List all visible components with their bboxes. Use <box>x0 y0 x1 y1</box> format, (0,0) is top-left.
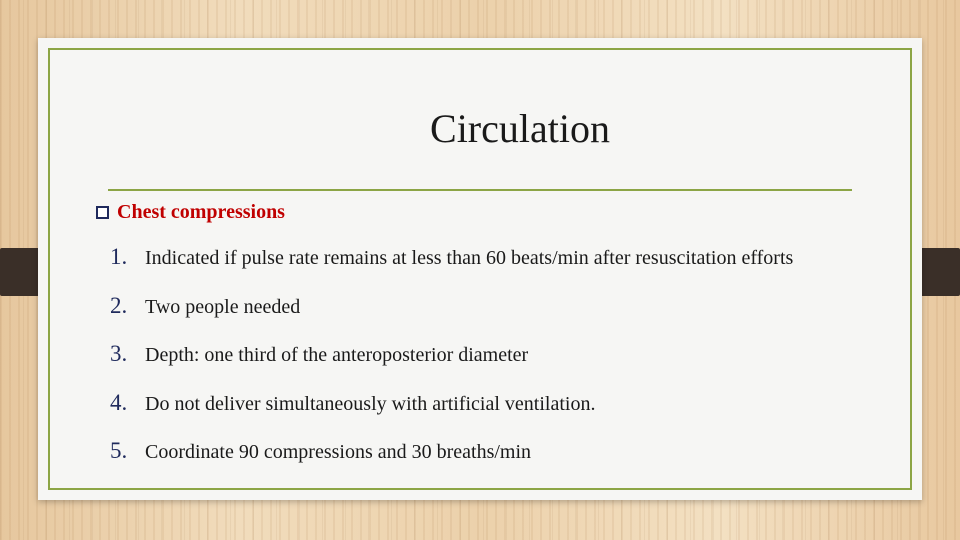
list-item-number: 5. <box>110 438 128 463</box>
list-item <box>110 438 793 487</box>
list-item-number: 1. <box>110 244 128 269</box>
checkbox-bullet-icon <box>96 206 109 219</box>
slide-card <box>38 38 922 500</box>
list-item-text: Do not deliver simultaneously with artificial ventilation. <box>145 392 596 415</box>
list-item-number: 4. <box>110 389 128 415</box>
list-item-text: Coordinate 90 compressions and 30 breaths/min <box>145 441 532 463</box>
list-item <box>110 293 793 342</box>
section-heading-label: Chest compressions <box>117 201 285 223</box>
list-item-number: 2. <box>110 292 128 318</box>
list-item <box>110 390 793 439</box>
list-item-number: 3. <box>110 341 128 366</box>
section-heading <box>96 200 285 224</box>
list-item-text: Indicated if pulse rate remains at less than 60 beats/min after resuscitation efforts <box>145 247 794 269</box>
list-item <box>110 244 793 293</box>
title-divider <box>108 189 852 191</box>
list-item <box>110 341 793 390</box>
numbered-list <box>110 244 793 487</box>
list-item-text: Depth: one third of the anteroposterior diameter <box>145 344 529 366</box>
list-item-text: Two people needed <box>145 295 301 318</box>
slide-title: Circulation <box>430 106 610 151</box>
